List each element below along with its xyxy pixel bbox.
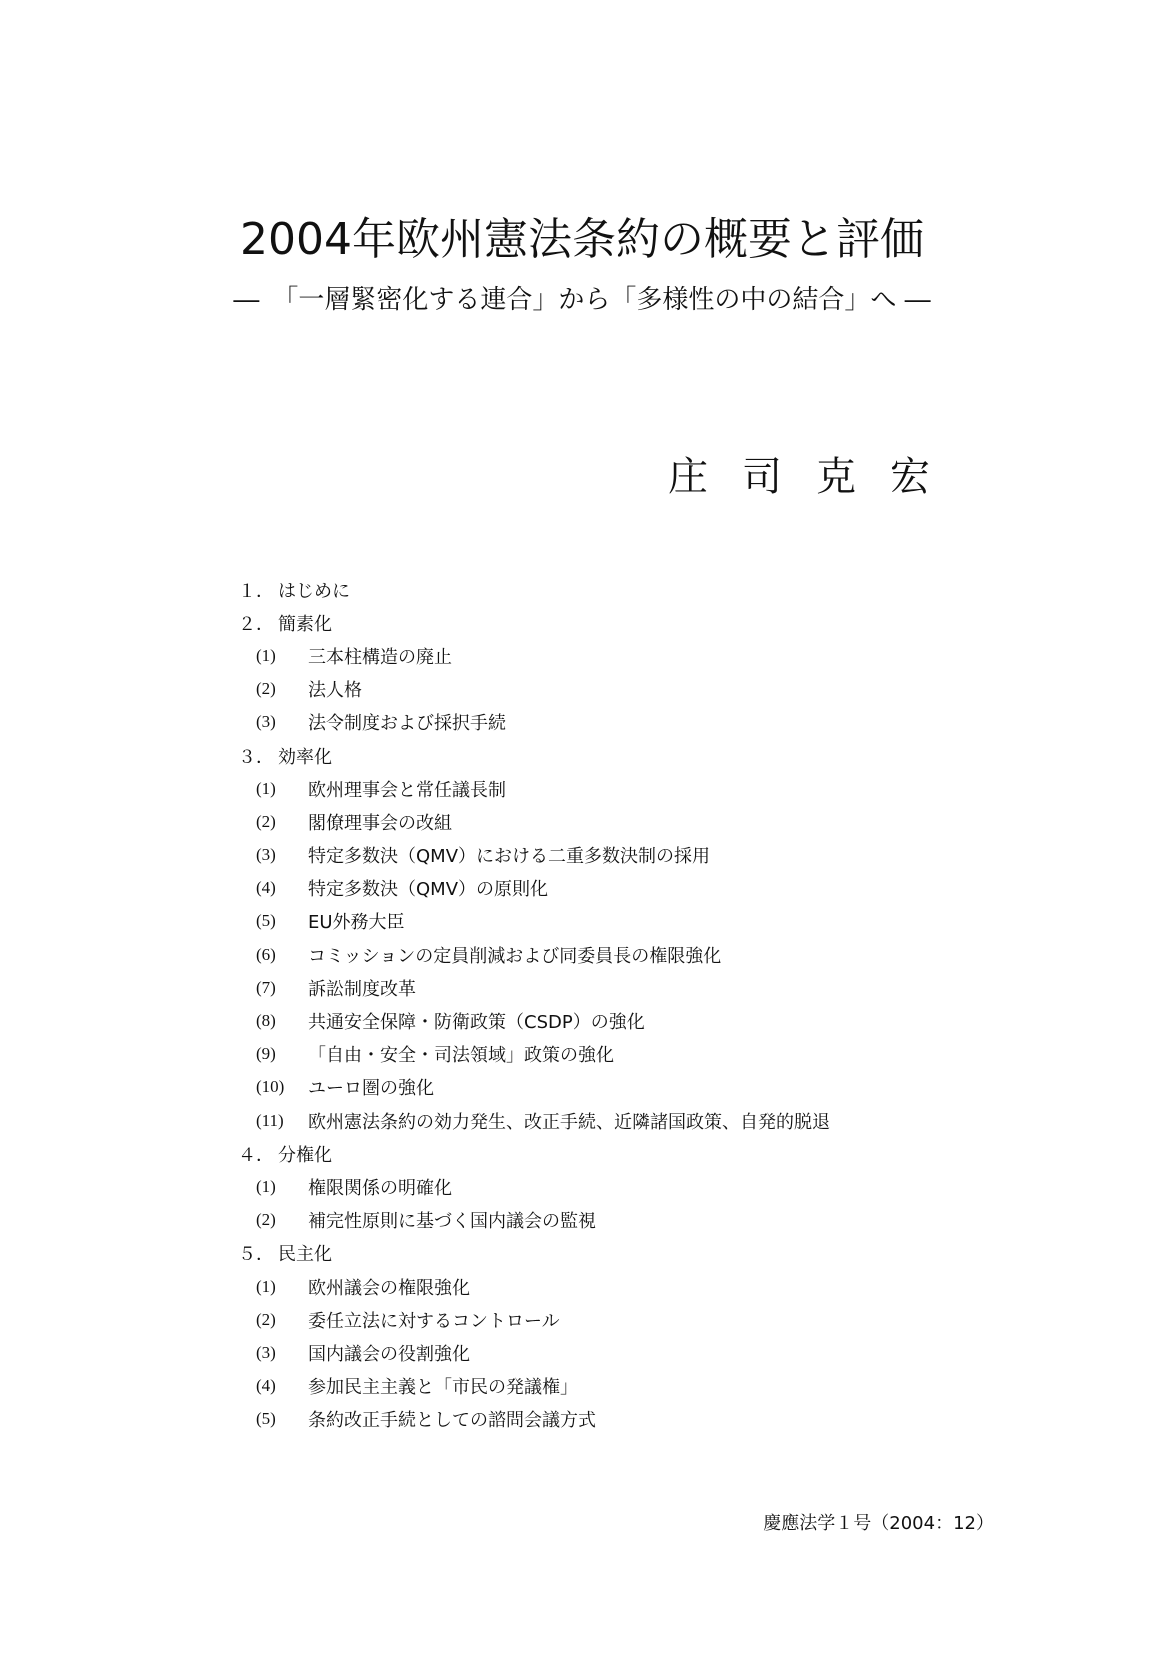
toc-section-label: 簡素化 xyxy=(278,613,332,635)
toc-subsection xyxy=(238,1004,998,1037)
toc-subsection xyxy=(238,1038,998,1071)
toc-subsection-number: (5) xyxy=(256,911,276,931)
toc-section-label: 効率化 xyxy=(278,746,332,768)
toc-subsection xyxy=(238,1270,998,1303)
toc-subsection-label: 共通安全保障・防衛政策（CSDP）の強化 xyxy=(308,1012,645,1034)
toc-subsection xyxy=(238,1071,998,1104)
toc-section-number: ２． xyxy=(238,613,274,635)
toc-subsection-number: (9) xyxy=(256,1044,276,1064)
toc-subsection-number: (2) xyxy=(256,1309,276,1329)
toc-subsection-number: (8) xyxy=(256,1011,276,1031)
toc-subsection-label: 欧州議会の権限強化 xyxy=(308,1277,470,1299)
toc-subsection-label: 欧州理事会と常任議長制 xyxy=(308,779,506,801)
toc-subsection-label: 参加民主主義と「市民の発議権」 xyxy=(308,1377,578,1399)
toc-subsection-number: (6) xyxy=(256,944,276,964)
toc-subsection-label: 「自由・安全・司法領域」政策の強化 xyxy=(308,1045,614,1067)
toc-subsection-label: ユーロ圏の強化 xyxy=(308,1078,434,1100)
toc-subsection-number: (7) xyxy=(256,977,276,997)
toc-subsection xyxy=(238,639,998,672)
toc-section-number: ３． xyxy=(238,746,274,768)
journal-citation: 慶應法学１号（2004：12） xyxy=(763,1513,994,1534)
toc-section xyxy=(238,573,998,606)
toc-subsection-number: (2) xyxy=(256,811,276,831)
toc-section-label: はじめに xyxy=(278,580,350,602)
toc-subsection-label: 訴訟制度改革 xyxy=(308,978,416,1000)
paper-subtitle: ― 「一層緊密化する連合」から「多様性の中の結合」へ ― xyxy=(233,285,931,315)
toc-subsection-number: (11) xyxy=(256,1110,284,1130)
author-name: 庄司克宏 xyxy=(668,454,964,500)
toc-section xyxy=(238,606,998,639)
toc-subsection xyxy=(238,971,998,1004)
toc-subsection-label: 特定多数決（QMV）の原則化 xyxy=(308,879,549,901)
toc-subsection-number: (1) xyxy=(256,778,276,798)
toc-subsection xyxy=(238,1170,998,1203)
toc-subsection-label: 権限関係の明確化 xyxy=(308,1177,452,1199)
toc-subsection-number: (5) xyxy=(256,1409,276,1429)
toc-subsection xyxy=(238,805,998,838)
toc-subsection xyxy=(238,938,998,971)
toc-subsection-label: 特定多数決（QMV）における二重多数決制の採用 xyxy=(308,846,711,868)
table-of-contents xyxy=(238,573,998,1436)
toc-subsection-label: 法人格 xyxy=(308,680,362,702)
toc-subsection xyxy=(238,872,998,905)
toc-section-number: １． xyxy=(238,580,274,602)
toc-subsection xyxy=(238,1336,998,1369)
toc-subsection xyxy=(238,1403,998,1436)
toc-subsection-label: 委任立法に対するコントロール xyxy=(308,1310,560,1332)
toc-section-label: 民主化 xyxy=(278,1244,332,1266)
toc-subsection-label: 欧州憲法条約の効力発生、改正手続、近隣諸国政策、自発的脱退 xyxy=(308,1111,830,1133)
toc-section xyxy=(238,739,998,772)
toc-subsection-label: 補完性原則に基づく国内議会の監視 xyxy=(308,1211,596,1233)
paper-title: 2004年欧州憲法条約の概要と評価 xyxy=(240,214,924,265)
toc-subsection-number: (3) xyxy=(256,1342,276,1362)
toc-subsection-label: 閣僚理事会の改組 xyxy=(308,812,452,834)
toc-subsection xyxy=(238,1370,998,1403)
toc-subsection xyxy=(238,1104,998,1137)
toc-subsection xyxy=(238,1303,998,1336)
toc-subsection xyxy=(238,1204,998,1237)
toc-subsection-number: (1) xyxy=(256,645,276,665)
toc-subsection-label: 条約改正手続としての諮問会議方式 xyxy=(308,1410,596,1432)
toc-subsection xyxy=(238,706,998,739)
toc-section-number: ５． xyxy=(238,1244,274,1266)
toc-subsection-number: (1) xyxy=(256,1276,276,1296)
toc-section xyxy=(238,1237,998,1270)
toc-subsection xyxy=(238,673,998,706)
toc-subsection-label: コミッションの定員削減および同委員長の権限強化 xyxy=(308,945,722,967)
toc-subsection-label: 国内議会の役割強化 xyxy=(308,1343,470,1365)
toc-subsection xyxy=(238,772,998,805)
toc-subsection-label: 三本柱構造の廃止 xyxy=(308,646,452,668)
toc-subsection-number: (2) xyxy=(256,1210,276,1230)
toc-subsection-label: 法令制度および採択手続 xyxy=(308,713,506,735)
toc-subsection xyxy=(238,839,998,872)
toc-section xyxy=(238,1137,998,1170)
toc-subsection-number: (3) xyxy=(256,712,276,732)
toc-section-label: 分権化 xyxy=(278,1144,332,1166)
toc-subsection-number: (10) xyxy=(256,1077,285,1097)
toc-subsection-number: (1) xyxy=(256,1176,276,1196)
toc-section-number: ４． xyxy=(238,1144,274,1166)
toc-subsection-number: (4) xyxy=(256,878,276,898)
toc-subsection-number: (4) xyxy=(256,1376,276,1396)
toc-subsection-number: (3) xyxy=(256,845,276,865)
toc-subsection xyxy=(238,905,998,938)
toc-subsection-label: EU外務大臣 xyxy=(308,912,405,934)
toc-subsection-number: (2) xyxy=(256,679,276,699)
